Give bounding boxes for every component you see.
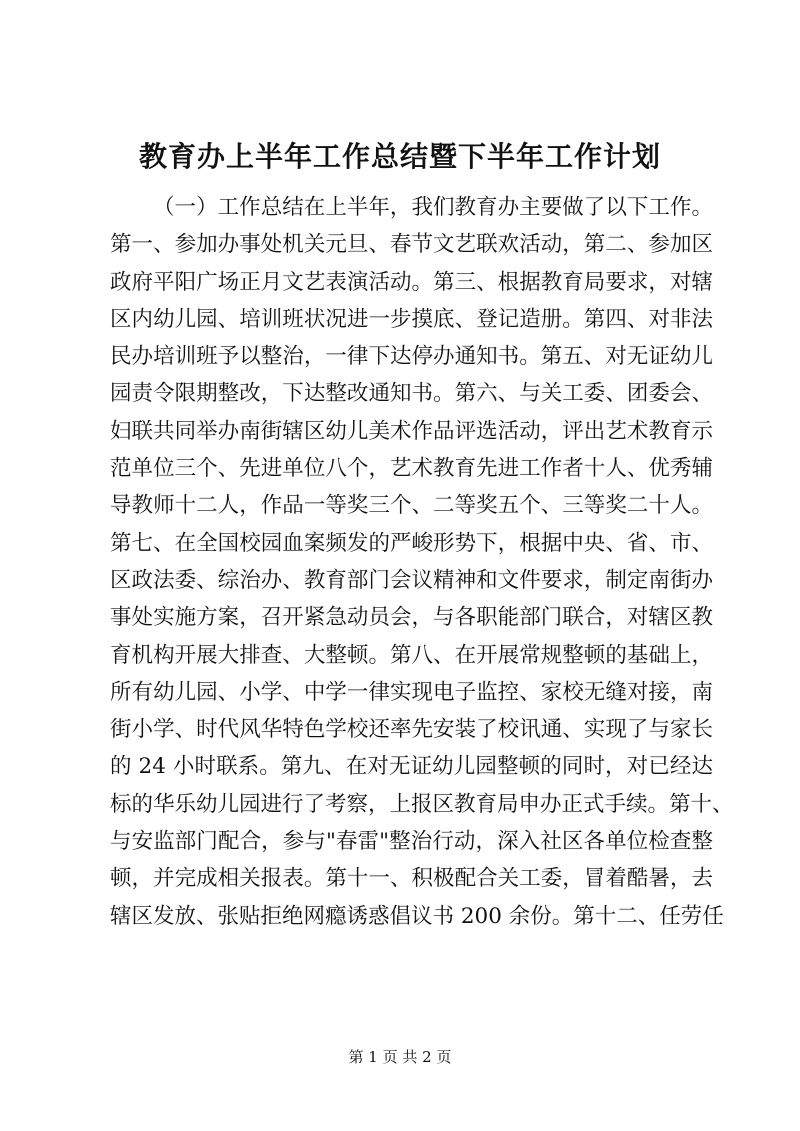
paragraph-line: 区内幼儿园、培训班状况进一步摸底、登记造册。第四、对非法 xyxy=(110,306,713,332)
paragraph-line: 范单位三个、先进单位八个，艺术教育先进工作者十人、优秀辅 xyxy=(110,456,713,482)
paragraph-line: 民办培训班予以整治，一律下达停办通知书。第五、对无证幼儿 xyxy=(110,344,713,370)
paragraph-line: 区政法委、综治办、教育部门会议精神和文件要求，制定南街办 xyxy=(110,567,713,593)
paragraph-line: 政府平阳广场正月文艺表演活动。第三、根据教育局要求，对辖 xyxy=(110,269,713,295)
paragraph-line: 街小学、时代风华特色学校还率先安装了校讯通、实现了与家长 xyxy=(110,717,713,743)
page-footer: 第 1 页 共 2 页 xyxy=(348,1048,452,1066)
paragraph-line: 第七、在全国校园血案频发的严峻形势下，根据中央、省、市、 xyxy=(110,530,713,556)
document-title: 教育办上半年工作总结暨下半年工作计划 xyxy=(138,140,661,173)
paragraph-line: 辖区发放、张贴拒绝网瘾诱惑倡议书 200 余份。第十二、任劳任 xyxy=(110,903,724,929)
paragraph-line: 育机构开展大排查、大整顿。第八、在开展常规整顿的基础上， xyxy=(110,642,713,668)
document-body xyxy=(110,189,734,935)
paragraph-line: 第一、参加办事处机关元旦、春节文艺联欢活动，第二、参加区 xyxy=(110,232,713,258)
paragraph-line: 妇联共同举办南街辖区幼儿美术作品评选活动，评出艺术教育示 xyxy=(110,418,713,444)
paragraph-line: 事处实施方案，召开紧急动员会，与各职能部门联合，对辖区教 xyxy=(110,605,713,631)
paragraph-line: 标的华乐幼儿园进行了考察，上报区教育局申办正式手续。第十、 xyxy=(110,791,734,817)
paragraph-line: 所有幼儿园、小学、中学一律实现电子监控、家校无缝对接，南 xyxy=(110,679,713,705)
paragraph-line: （一）工作总结在上半年，我们教育办主要做了以下工作。 xyxy=(153,195,713,220)
paragraph-line: 的 24 小时联系。第九、在对无证幼儿园整顿的同时，对已经达 xyxy=(110,754,713,780)
paragraph-line: 导教师十二人，作品一等奖三个、二等奖五个、三等奖二十人。 xyxy=(110,493,713,519)
paragraph-line: 园责令限期整改，下达整改通知书。第六、与关工委、团委会、 xyxy=(110,381,713,407)
paragraph-line: 与安监部门配合，参与"春雷"整治行动，深入社区各单位检查整 xyxy=(110,829,713,855)
paragraph-line: 顿，并完成相关报表。第十一、积极配合关工委，冒着酷暑，去 xyxy=(110,866,713,892)
